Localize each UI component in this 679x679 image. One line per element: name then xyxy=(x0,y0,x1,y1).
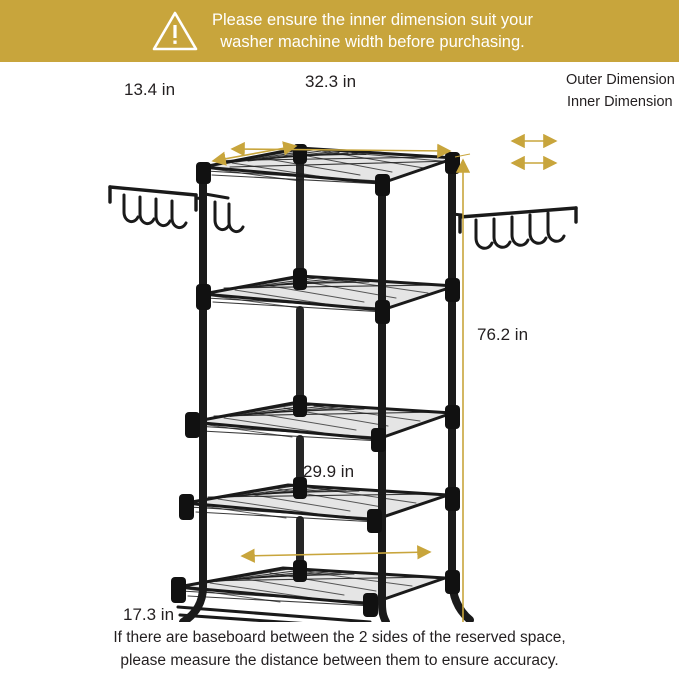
bottom-note-line1: If there are baseboard between the 2 sides of the reserved space, xyxy=(113,629,566,646)
dimension-label-inner-width: 29.9 in xyxy=(303,462,355,481)
warning-banner xyxy=(0,0,679,62)
dimension-label-top-inner-width: 13.4 in xyxy=(124,80,176,99)
warning-triangle-icon xyxy=(152,11,198,51)
warning-banner-text xyxy=(212,9,533,54)
bottom-note xyxy=(0,626,679,673)
legend-inner-dimension-label: Inner Dimension xyxy=(567,94,673,110)
warning-banner-line1: Please ensure the inner dimension suit your xyxy=(211,10,534,29)
bottom-note-line2: please measure the distance between them to ensure accuracy. xyxy=(120,652,559,670)
dimension-label-top-outer-width: 32.3 in xyxy=(305,72,357,91)
warning-banner-line2: washer machine width before purchasing. xyxy=(220,33,525,51)
legend-outer-dimension-label: Outer Dimension xyxy=(566,72,675,88)
dimension-label-base-depth: 17.3 in xyxy=(123,605,175,624)
warning-banner-content xyxy=(146,9,533,54)
product-diagram xyxy=(0,62,679,622)
dimension-label-total-height: 76.2 in xyxy=(477,325,529,344)
rack-illustration xyxy=(0,62,679,622)
